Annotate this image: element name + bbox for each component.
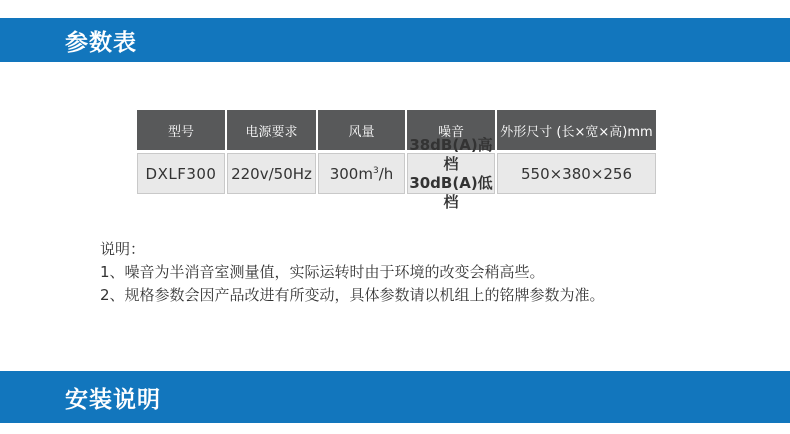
header-cell-dimensions: 外形尺寸 (长×宽×高)mm <box>497 110 656 150</box>
header-cell-noise: 噪音 <box>407 110 495 150</box>
header-cell-model: 型号 <box>137 110 225 150</box>
section-bar-installation <box>0 371 790 423</box>
section-bar-parameters <box>0 18 790 62</box>
section-title-installation: 安装说明 <box>65 386 161 413</box>
cell-airflow <box>318 153 405 194</box>
notes-section <box>100 238 605 307</box>
note-item-1: 1、噪音为半消音室测量值，实际运转时由于环境的改变会稍高些。 <box>100 263 545 281</box>
section-title-parameters: 参数表 <box>65 29 137 56</box>
header-cell-airflow: 风量 <box>318 110 405 150</box>
note-item-2: 2、规格参数会因产品改进有所变动，具体参数请以机组上的铭牌参数为准。 <box>100 286 605 304</box>
noise-low-value: 30dB(A)低档 <box>409 173 493 211</box>
airflow-superscript: 3 <box>372 165 379 176</box>
cell-power: 220v/50Hz <box>227 153 316 194</box>
spec-table <box>137 110 656 211</box>
noise-high-value: 38dB(A)高档 <box>409 135 493 173</box>
airflow-value: $300m^3/h$ <box>329 164 394 183</box>
cell-model: DXLF300 <box>137 153 225 194</box>
cell-dimensions: 550×380×256 <box>497 153 656 194</box>
header-cell-power: 电源要求 <box>227 110 316 150</box>
spec-table-data-row <box>137 135 656 211</box>
notes-title: 说明： <box>100 240 146 258</box>
spec-table-header-row <box>137 110 656 150</box>
cell-noise <box>407 135 495 211</box>
